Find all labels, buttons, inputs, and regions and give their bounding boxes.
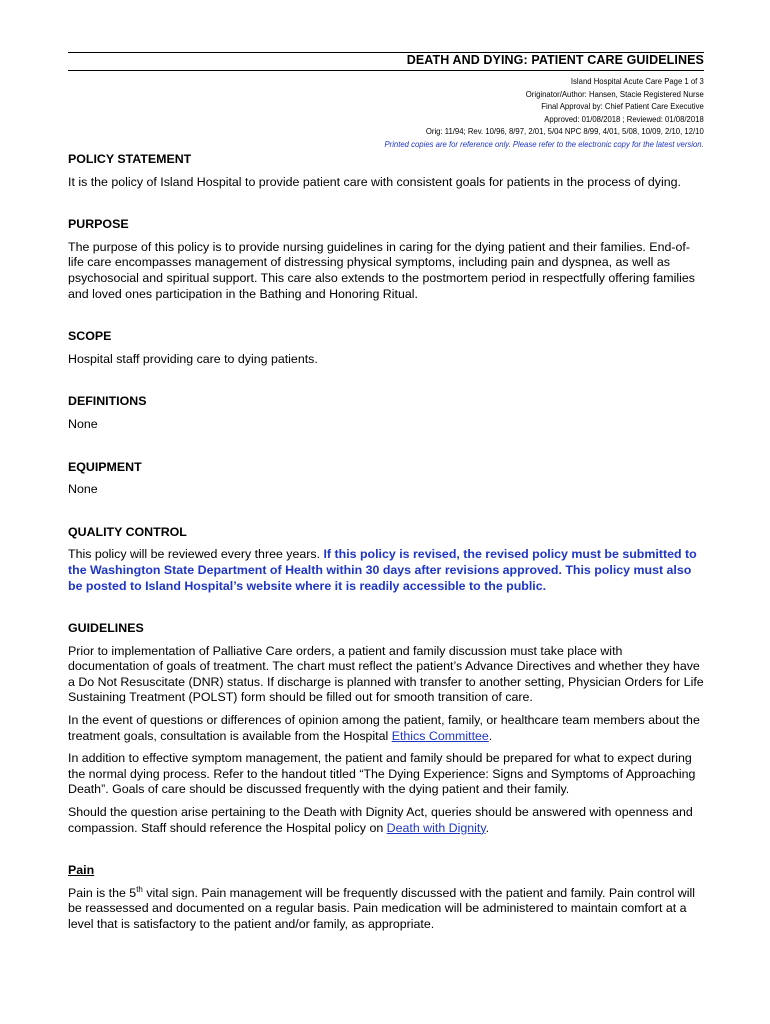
meta-line-approval: Final Approval by: Chief Patient Care Executive <box>541 101 704 112</box>
header-rule <box>68 70 704 71</box>
guidelines-paragraph-3: In addition to effective symptom management, the patient and family should be prepared for what to expect during the normal dying process. Refer to the handout titled “The Dying Experience: Signs and Symptoms of Approaching Death”. Goals of care should be discussed frequently with the dying patient and their family. <box>68 751 696 797</box>
pain-superscript: th <box>136 884 143 894</box>
meta-note: Printed copies are for reference only. Please refer to the electronic copy for the latest version. <box>384 138 704 149</box>
ethics-committee-link[interactable]: Ethics Committee <box>391 728 489 743</box>
death-with-dignity-link[interactable]: Death with Dignity <box>386 820 486 835</box>
pain-text-start: Pain is the 5 <box>68 885 137 900</box>
guidelines-p2-end: . <box>488 728 493 743</box>
quality-text-emphasis: If this policy is revised, the revised policy must be submitted to the Washington State Department of Health within 30 days after revisions approved. This policy must also be posted to Island Hospital’s website where it is readily accessible to the public. <box>68 547 697 593</box>
meta-line-revisions: Orig: 11/94; Rev. 10/96, 8/97, 2/01, 5/04 NPC 8/99, 4/01, 5/08, 10/09, 2/10, 12/10 <box>426 126 704 137</box>
meta-line-author: Originator/Author: Hansen, Stacie Registered Nurse <box>526 88 704 99</box>
document-title: DEATH AND DYING: PATIENT CARE GUIDELINES <box>406 53 704 67</box>
guidelines-paragraph-4 <box>68 805 704 836</box>
heading-quality-control: QUALITY CONTROL <box>68 524 187 539</box>
pain-text <box>68 886 704 933</box>
policy-text: It is the policy of Island Hospital to provide patient care with consistent goals for patients in the process of dying. <box>68 174 681 189</box>
guidelines-p4-text: Should the question arise pertaining to the Death with Dignity Act, queries should be answered with openness and compassion. Staff should reference the Hospital policy on <box>68 805 693 835</box>
heading-definitions: DEFINITIONS <box>68 394 147 409</box>
section-scope <box>68 329 704 367</box>
document-meta <box>385 75 704 151</box>
meta-line-location: Island Hospital Acute Care Page 1 of 3 <box>571 76 704 86</box>
section-guidelines <box>68 621 704 836</box>
definitions-text: None <box>68 416 98 431</box>
section-definitions <box>68 394 704 432</box>
heading-pain <box>68 863 704 879</box>
heading-equipment: EQUIPMENT <box>68 459 142 474</box>
section-policy <box>68 152 704 190</box>
guidelines-p4-end: . <box>485 820 490 835</box>
section-purpose <box>68 217 704 302</box>
heading-purpose: PURPOSE <box>68 217 129 232</box>
heading-scope: SCOPE <box>68 329 112 344</box>
section-quality-control <box>68 525 704 594</box>
guidelines-paragraph-1: Prior to implementation of Palliative Care orders, a patient and family discussion must take place with documentation of goals of treatment. The chart must reflect the patient’s Advance Directives and whether they have a Do Not Resuscitate (DNR) status. If discharge is planned with transfer to another setting, Physician Orders for Life Sustaining Treatment (POLST) form should be filled out for smooth transition of care. <box>68 643 704 705</box>
purpose-text: The purpose of this policy is to provide nursing guidelines in caring for the dying patient and their families. End-of-life care encompasses management of distressing physical symptoms, including pain and dyspnea, as well as psychosocial and spiritual support. This care also extends to the postmortem period in respectfully offering families and loved ones participation in the Bathing and Honoring Ritual. <box>68 239 695 301</box>
scope-text: Hospital staff providing care to dying patients. <box>68 351 318 366</box>
equipment-text: None <box>68 482 98 497</box>
meta-line-dates: Approved: 01/08/2018 ; Reviewed: 01/08/2018 <box>544 113 704 124</box>
heading-policy: POLICY STATEMENT <box>68 152 192 166</box>
quality-text-plain: This policy will be reviewed every three years. <box>68 547 324 562</box>
section-pain <box>68 863 704 932</box>
pain-heading-text: Pain <box>68 863 95 878</box>
section-equipment <box>68 460 704 498</box>
document-body <box>68 152 704 960</box>
guidelines-paragraph-2 <box>68 713 704 744</box>
pain-text-rest: vital sign. Pain management will be frequently discussed with the patient and family. Pain control will be reassessed and documented on a regular basis. Pain medication will be administered to maintain comfort at a level that is satisfactory to the patient and/or family, as appropriate. <box>68 885 695 931</box>
heading-guidelines: GUIDELINES <box>68 621 144 636</box>
guidelines-p2-text: In the event of questions or differences of opinion among the patient, family, or healthcare team members about the treatment goals, consultation is available from the Hospital <box>68 713 700 743</box>
quality-text <box>68 547 704 594</box>
